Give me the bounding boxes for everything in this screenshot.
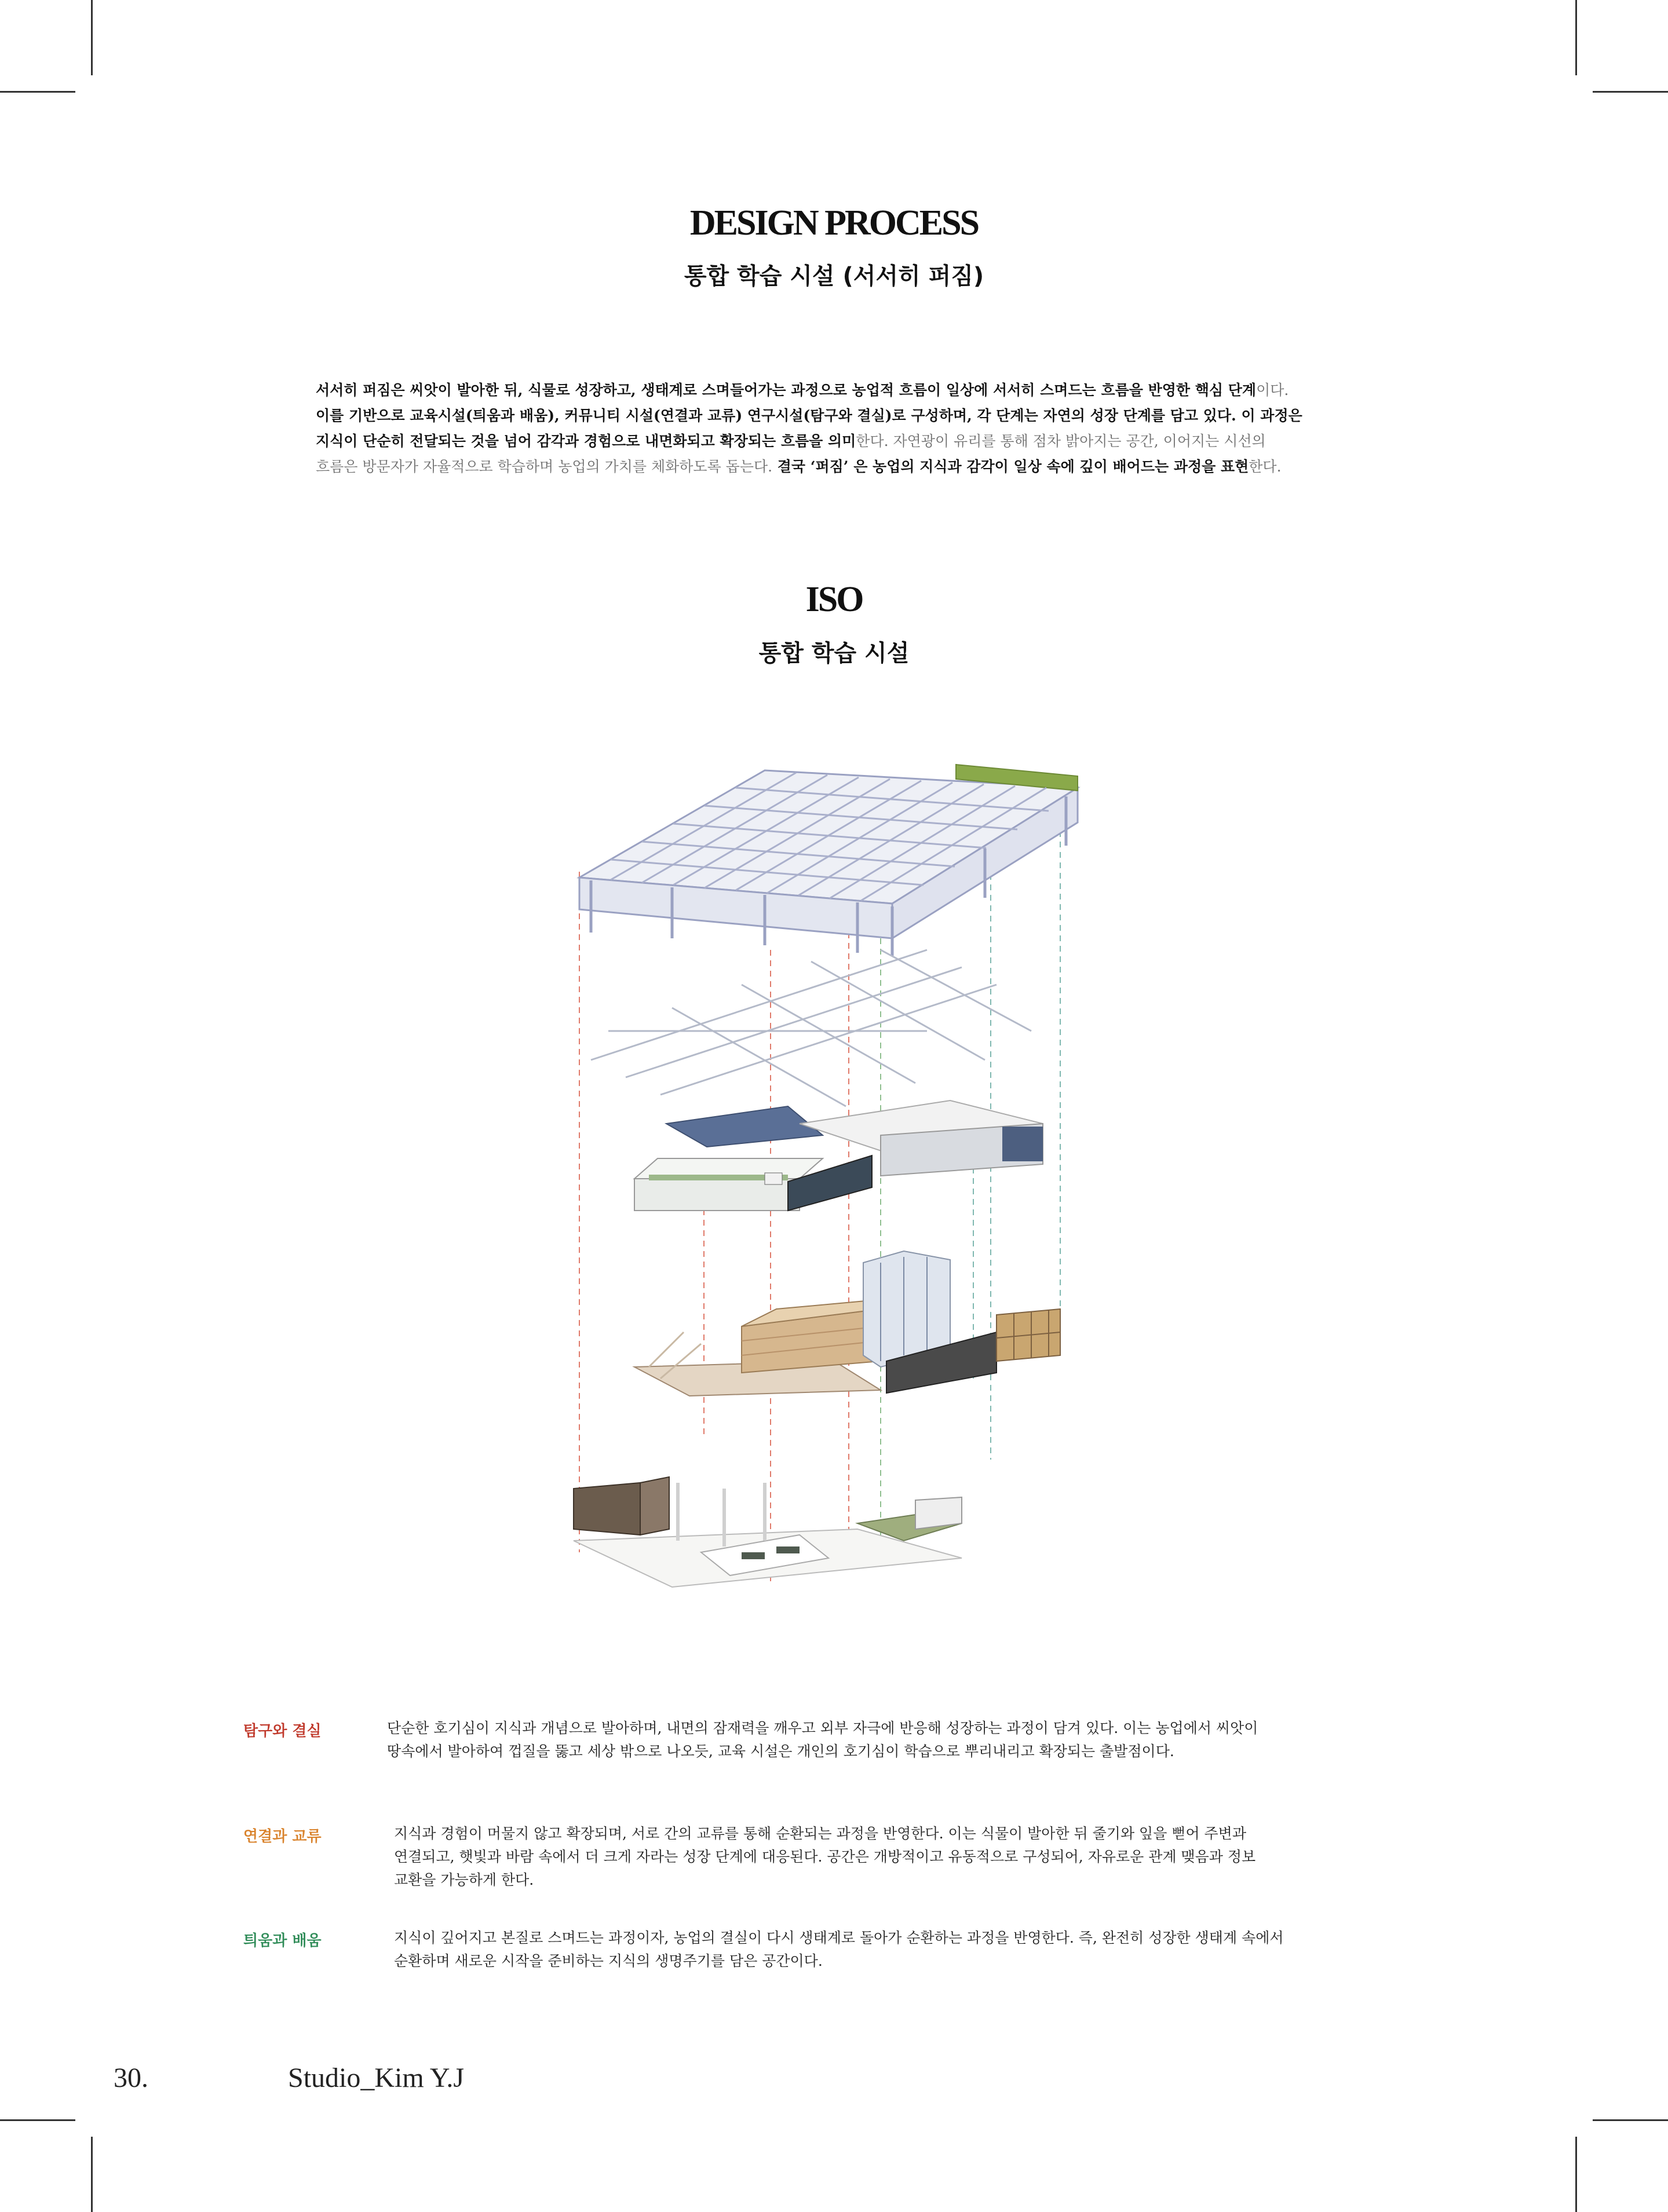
crop-mark-bottom-left-v <box>91 2137 93 2212</box>
page-number: 30. <box>114 2063 148 2093</box>
ground-floor <box>574 1477 962 1587</box>
intro-line: 지식이 단순히 전달되는 것을 넘어 감각과 경험으로 내면화되고 확장되는 흐름을 의미한다. 자연광이 유리를 통해 점차 밝아지는 공간, 이어지는 시선의 <box>316 433 1266 449</box>
crop-mark-top-right-h <box>1593 91 1668 93</box>
legend-text-sprout: 지식이 깊어지고 본질로 스며드는 과정이자, 농업의 결실이 다시 생태계로 돌아가 순환하는 과정을 반영한다. 즉, 완전히 성장한 생태계 속에서 순환하며 새로운 시작을 준비하는 지식의 생명주기를 담은 공간이다. <box>394 1929 1284 1969</box>
page-subtitle: 통합 학습 시설 (서서히 퍼짐) <box>684 263 984 290</box>
intro-line: 서서히 퍼짐은 씨앗이 발아한 뒤, 식물로 성장하고, 생태계로 스며들어가는 과정으로 농업적 흐름이 일상에 서서히 스며드는 흐름을 반영한 핵심 단계이다. <box>316 382 1289 398</box>
iso-subtitle: 통합 학습 시설 <box>758 640 910 667</box>
duct-layer <box>591 950 1031 1106</box>
upper-floor <box>634 1100 1043 1211</box>
crop-mark-bottom-right-v <box>1575 2137 1577 2212</box>
crop-mark-top-left-h <box>0 91 75 93</box>
intro-paragraph <box>316 378 1356 480</box>
legend-text-connect: 지식과 경험이 머물지 않고 확장되며, 서로 간의 교류를 통해 순환되는 과정을 반영한다. 이는 식물이 발아한 뒤 줄기와 잎을 뻗어 주변과 연결되고, 햇빛과 바람 속에서 더 크게 자라는 성장 단계에 대응된다. 공간은 개방적이고 유동적으로 구성되어, 자유로운 관계 맺음과 정보 교환을 가능하게 한다. <box>394 1825 1256 1888</box>
legend-label-explore: 탐구와 결실 <box>243 1723 322 1740</box>
middle-floor <box>634 1251 1060 1396</box>
crop-mark-top-left-v <box>91 0 93 75</box>
legend-label-connect: 연결과 교류 <box>243 1828 322 1845</box>
exploded-isometric-diagram <box>556 707 1124 1645</box>
iso-title: ISO <box>805 580 863 619</box>
intro-line: 흐름은 방문자가 자율적으로 학습하며 농업의 가치를 체화하도록 돕는다. 결국 ‘퍼짐’ 은 농업의 지식과 감각이 일상 속에 깊이 배어드는 과정을 표현한다. <box>316 458 1282 475</box>
crop-mark-bottom-left-h <box>0 2119 75 2121</box>
legend-label-sprout: 틔움과 배움 <box>243 1932 322 1950</box>
crop-mark-bottom-right-h <box>1593 2119 1668 2121</box>
legend-text-explore: 단순한 호기심이 지식과 개념으로 발아하며, 내면의 잠재력을 깨우고 외부 자극에 반응해 성장하는 과정이 담겨 있다. 이는 농업에서 씨앗이 땅속에서 발아하여 껍질을 뚫고 세상 밖으로 나오듯, 교육 시설은 개인의 호기심이 학습으로 뿌리내리고 확장되는 출발점이다. <box>387 1720 1258 1760</box>
studio-name: Studio_Kim Y.J <box>288 2063 465 2093</box>
roof-structure <box>579 765 1078 956</box>
intro-line: 이를 기반으로 교육시설(틔움과 배움), 커뮤니티 시설(연결과 교류) 연구시설(탐구와 결실)로 구성하며, 각 단계는 자연의 성장 단계를 담고 있다. 이 과정은 <box>316 407 1302 424</box>
page-title: DESIGN PROCESS <box>689 203 979 243</box>
crop-mark-top-right-v <box>1575 0 1577 75</box>
